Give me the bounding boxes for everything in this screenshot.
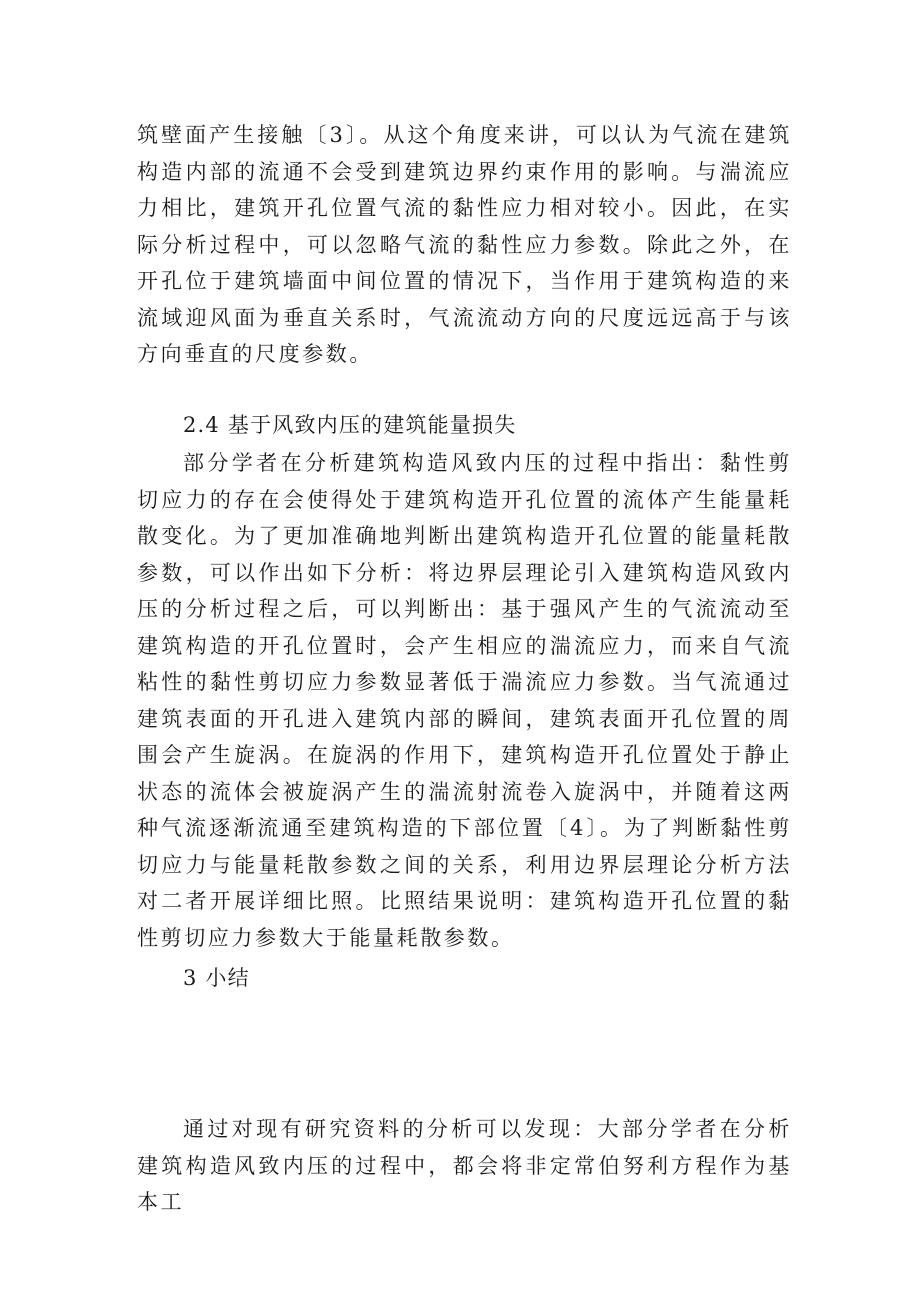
body-paragraph-2: 部分学者在分析建筑构造风致内压的过程中指出：黏性剪切应力的存在会使得处于建筑构造开孔位置的流体产生能量耗散变化。为了更加准确地判断出建筑构造开孔位置的能量耗散参数，可以作出如下分析：将边界层理论引入建筑构造风致内压的分析过程之后，可以判断出：基于强风产生的气流流动至建筑构造的开孔位置时，会产生相应的湍流应力，而来自气流粘性的黏性剪切应力参数显著低于湍流应力参数。当气流通过建筑表面的开孔进入建筑内部的瞬间，建筑表面开孔位置的周围会产生旋涡。在旋涡的作用下，建筑构造开孔位置处于静止状态的流体会被旋涡产生的湍流射流卷入旋涡中，并随着这两种气流逐渐流通至建筑构造的下部位置〔4〕。为了判断黏性剪切应力与能量耗散参数之间的关系，利用边界层理论分析方法对二者开展详细比照。比照结果说明：建筑构造开孔位置的黏性剪切应力参数大于能量耗散参数。	[137, 451, 792, 950]
body-paragraph-3: 通过对现有研究资料的分析可以发现：大部分学者在分析建筑构造风致内压的过程中，都会将非定常伯努利方程作为基本工	[137, 1117, 792, 1214]
section-heading-3: 3 小结	[183, 966, 250, 990]
section-heading-2-4: 2.4 基于风致内压的建筑能量损失	[183, 413, 517, 437]
body-paragraph-1: 筑壁面产生接触〔3〕。从这个角度来讲，可以认为气流在建筑构造内部的流通不会受到建筑边界约束作用的影响。与湍流应力相比，建筑开孔位置气流的黏性应力相对较小。因此，在实际分析过程中，可以忽略气流的黏性应力参数。除此之外，在开孔位于建筑墙面中间位置的情况下，当作用于建筑构造的来流域迎风面为垂直关系时，气流流动方向的尺度远远高于与该方向垂直的尺度参数。	[137, 123, 792, 366]
